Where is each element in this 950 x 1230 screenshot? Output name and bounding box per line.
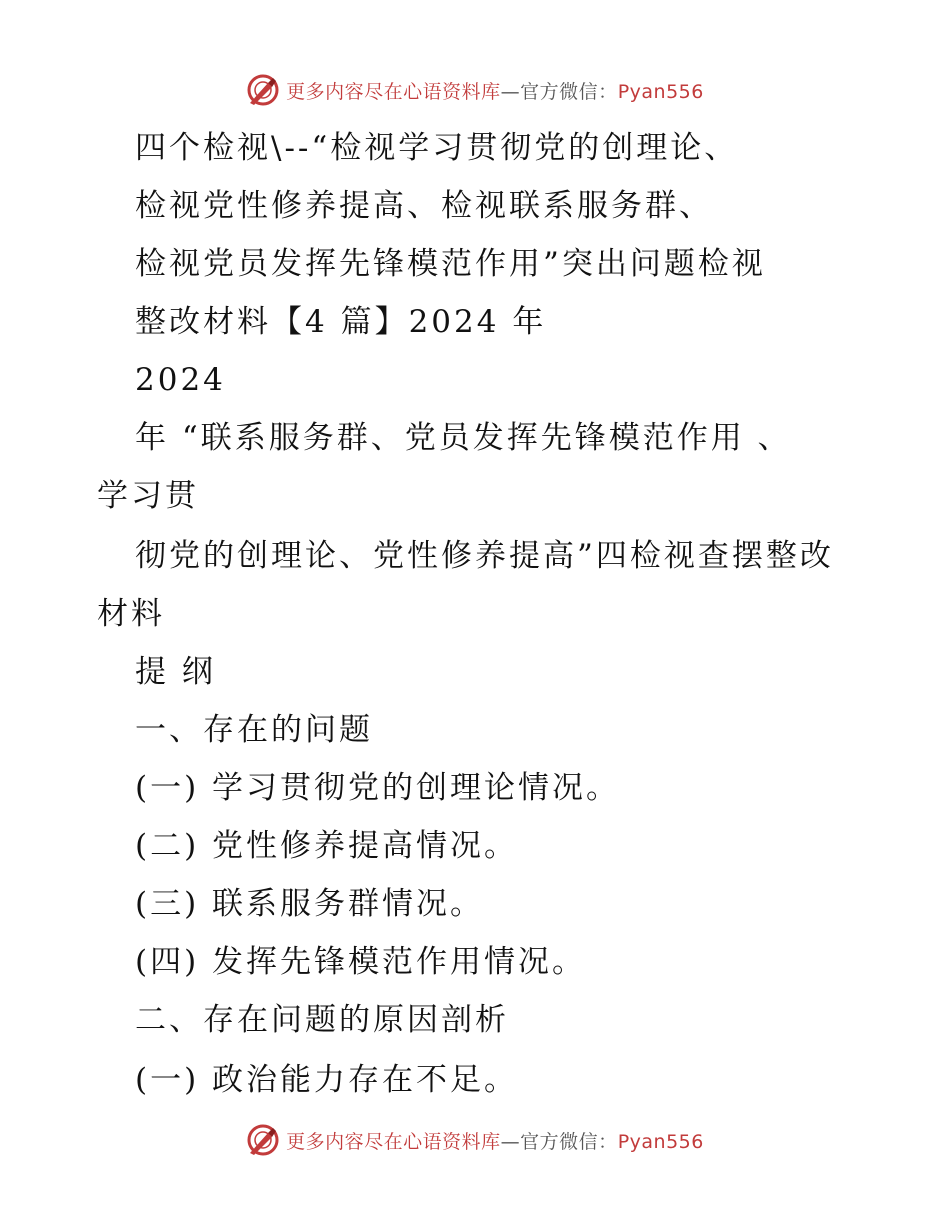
- doc-line-2: 检视党性修养提高、检视联系服务群、: [135, 188, 713, 224]
- doc-line-16: 二、存在问题的原因剖析: [135, 1002, 509, 1038]
- doc-line-9: 材料: [97, 596, 165, 632]
- doc-line-3: 检视党员发挥先锋模范作用”突出问题检视: [135, 246, 766, 282]
- pen-circle-logo-icon: [246, 1123, 280, 1157]
- doc-line-5: 2024: [135, 362, 226, 398]
- doc-line-14: (三) 联系服务群情况。: [135, 886, 485, 922]
- pen-circle-logo-icon: [246, 73, 280, 107]
- footer-watermark: [0, 1120, 950, 1160]
- doc-line-1: 四个检视\--“检视学习贯彻党的创理论、: [135, 130, 739, 166]
- doc-line-10: 提 纲: [135, 654, 216, 690]
- watermark-text: 更多内容尽在心语资料库—官方微信：Pyan556: [286, 80, 704, 103]
- doc-line-8: 彻党的创理论、党性修养提高”四检视查摆整改: [135, 538, 834, 574]
- doc-line-11: 一、存在的问题: [135, 712, 373, 748]
- doc-line-6: 年 “联系服务群、党员发挥先锋模范作用 、: [135, 420, 792, 456]
- doc-line-4: 整改材料【4 篇】2024 年: [135, 304, 547, 340]
- doc-line-7: 学习贯: [97, 478, 199, 514]
- doc-line-13: (二) 党性修养提高情况。: [135, 828, 519, 864]
- doc-line-15: (四) 发挥先锋模范作用情况。: [135, 944, 587, 980]
- header-watermark: [0, 70, 950, 110]
- doc-line-17: (一) 政治能力存在不足。: [135, 1062, 519, 1098]
- doc-line-12: (一) 学习贯彻党的创理论情况。: [135, 770, 621, 806]
- watermark-text: 更多内容尽在心语资料库—官方微信：Pyan556: [286, 1130, 704, 1153]
